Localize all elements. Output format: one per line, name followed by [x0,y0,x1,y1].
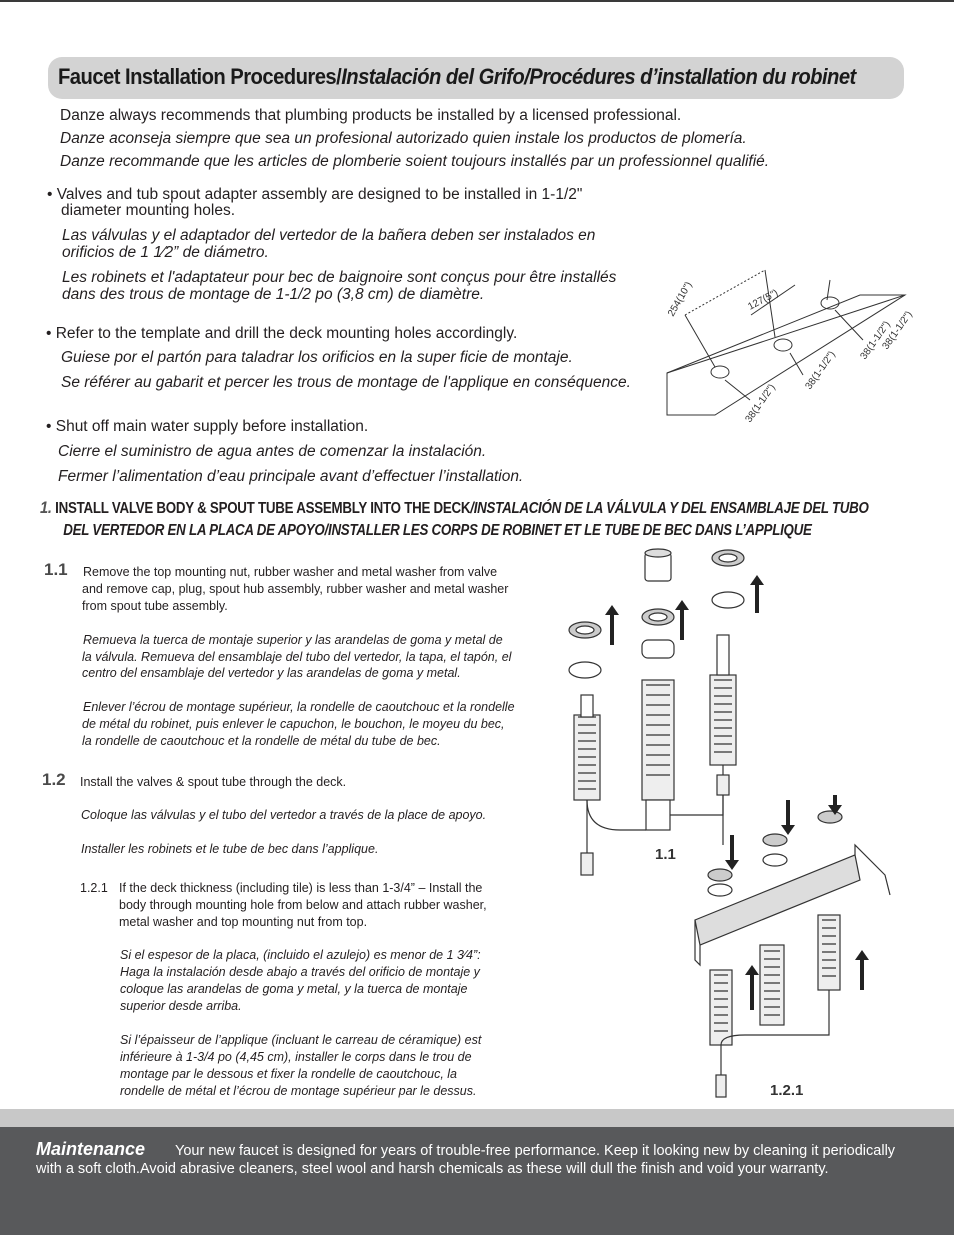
s121-number: 1.2.1 [80,881,108,895]
s11-fr-3: la rondelle de caoutchouc et la rondelle de métal du tube de bec. [82,734,441,748]
dim-127: 127(5") [746,287,781,313]
bullet1-es-1: Las válvulas y el adaptador del vertedor de la bañera deben ser instalados en [62,227,596,244]
dim-38-b: 38(1-1/2") [803,349,838,392]
s11-number: 1.1 [44,560,68,579]
bullet3-es: Cierre el suministro de agua antes de comenzar la instalación. [58,443,487,460]
drilling-template-diagram [655,255,925,430]
s11-en-2: and remove cap, plug, spout hub assembly, rubber washer and metal washer [82,582,509,596]
page-title [58,64,856,90]
s12-es: Coloque las válvulas y el tubo del vertedor a través de la place de apoyo. [81,808,487,822]
intro-es: Danze aconseja siempre que sea un profesional autorizado quien instale los productos de plomería. [60,130,747,147]
title-alt: Instalación del Grifo/Procédures d’installation du robinet [341,64,856,89]
s121-fr-1: Si l’épaisseur de l’applique (incluant le carreau de céramique) est [120,1033,482,1047]
s121-fr-4: rondelle de métal et l’écrou de montage supérieur par le dessus. [120,1084,477,1098]
step1-line1-en: INSTALL VALVE BODY & SPOUT TUBE ASSEMBLY INTO THE DECK [55,500,471,517]
figure-1-2-1-illustration [690,795,900,1105]
s121-es-2: Haga la instalación desde abajo a través del orificio de montaje y [120,965,480,979]
s121-es-3: coloque las arandelas de goma y metal, y la tuerca de montaje [120,982,468,996]
step1-line2: DEL VERTEDOR EN LA PLACA DE APOYO/INSTALLER LES CORPS DE ROBINET ET LE TUBE DE BEC DANS L’APPLIQUE [63,522,812,539]
s11-fr-1: Enlever l’écrou de montage supérieur, la rondelle de caoutchouc et la rondelle [83,700,515,714]
s12-fr: Installer les robinets et le tube de bec dans l’applique. [81,842,379,856]
s121-en-2: body through mounting hole from below and attach rubber washer, [119,898,487,912]
s121-en-1: If the deck thickness (including tile) is less than 1-3/4” – Install the [119,881,483,895]
bullet1-es-2: orificios de 1 1⁄2” de diámetro. [62,244,269,261]
title-main: Faucet Installation Procedures/ [58,64,342,89]
intro-fr: Danze recommande que les articles de plomberie soient toujours installés par un professionnel qualifié. [60,153,770,170]
s11-es-1: Remueva la tuerca de montaje superior y las arandelas de goma y metal de [83,633,503,647]
s121-fr-3: montage par le dessous et fixer la rondelle de caoutchouc, la [120,1067,458,1081]
s11-es-3: centro del ensamblaje del vertedor y las arandelas de goma y metal. [82,666,461,680]
bullet1-fr-1: Les robinets et l'adaptateur pour bec de baignoire sont conçus pour être installés [62,269,617,286]
bullet1-en-1: • Valves and tub spout adapter assembly are designed to be installed in 1-1/2" [47,186,583,203]
s121-en-3: metal washer and top mounting nut from top. [119,915,368,929]
s12-en: Install the valves & spout tube through the deck. [80,775,347,789]
bullet3-en: • Shut off main water supply before installation. [46,418,369,435]
footer-band [0,1109,954,1127]
s12-number: 1.2 [42,770,66,789]
figure-1-2-1-label: 1.2.1 [770,1082,804,1099]
s11-en-1: Remove the top mounting nut, rubber washer and metal washer from valve [83,565,498,579]
dim-38-c: 38(1-1/2") [858,319,893,362]
bullet3-fr: Fermer l’alimentation d’eau principale avant d’effectuer l’installation. [58,468,524,485]
top-rule [0,0,954,2]
s11-es-2: la válvula. Remueva del ensamblaje del tubo del vertedor, la tapa, el tapón, el [82,650,512,664]
maintenance-line1: Your new faucet is designed for years of trouble-free performance. Keep it looking new by cleaning it periodically [175,1143,896,1159]
step1-line1-alt: /INSTALACIÓN DE LA VÁLVULA Y DEL ENSAMBLAJE DEL TUBO [470,500,869,517]
step1-heading [40,497,869,542]
maintenance-title: Maintenance [36,1139,146,1159]
dim-254: 254(10") [666,280,695,319]
dim-38-a: 38(1-1/2") [743,382,778,425]
s121-es-4: superior desde arriba. [120,999,242,1013]
intro-en: Danze always recommends that plumbing products be installed by a licensed professional. [60,107,682,124]
s11-en-3: from spout tube assembly. [82,599,228,613]
bullet2-fr: Se référer au gabarit et percer les trous de montage de l'applique en conséquence. [61,374,631,391]
bullet1-en-2: diameter mounting holes. [61,202,236,219]
bullet2-es: Guiese por el partón para taladrar los orificios en la super ficie de montaje. [61,349,573,366]
bullet1-fr-2: dans des trous de montage de 1-1/2 po (3,8 cm) de diamètre. [62,286,485,303]
dim-38-d: 38(1-1/2") [880,309,915,352]
figure-1-1-label: 1.1 [655,846,676,863]
step1-number: 1. [40,498,52,517]
s121-es-1: Si el espesor de la placa, (incluido el azulejo) es menor de 1 3⁄4”: [120,948,481,962]
s11-fr-2: de métal du robinet, puis enlever le capuchon, le bouchon, le moyeu du bec, [82,717,505,731]
s121-fr-2: inférieure à 1-3/4 po (4,45 cm), installer le corps dans le trou de [120,1050,472,1064]
maintenance-line2: with a soft cloth.Avoid abrasive cleaners, steel wool and harsh chemicals as these will dull the finish and void your warranty. [36,1161,829,1177]
bullet2-en: • Refer to the template and drill the deck mounting holes accordingly. [46,325,518,342]
